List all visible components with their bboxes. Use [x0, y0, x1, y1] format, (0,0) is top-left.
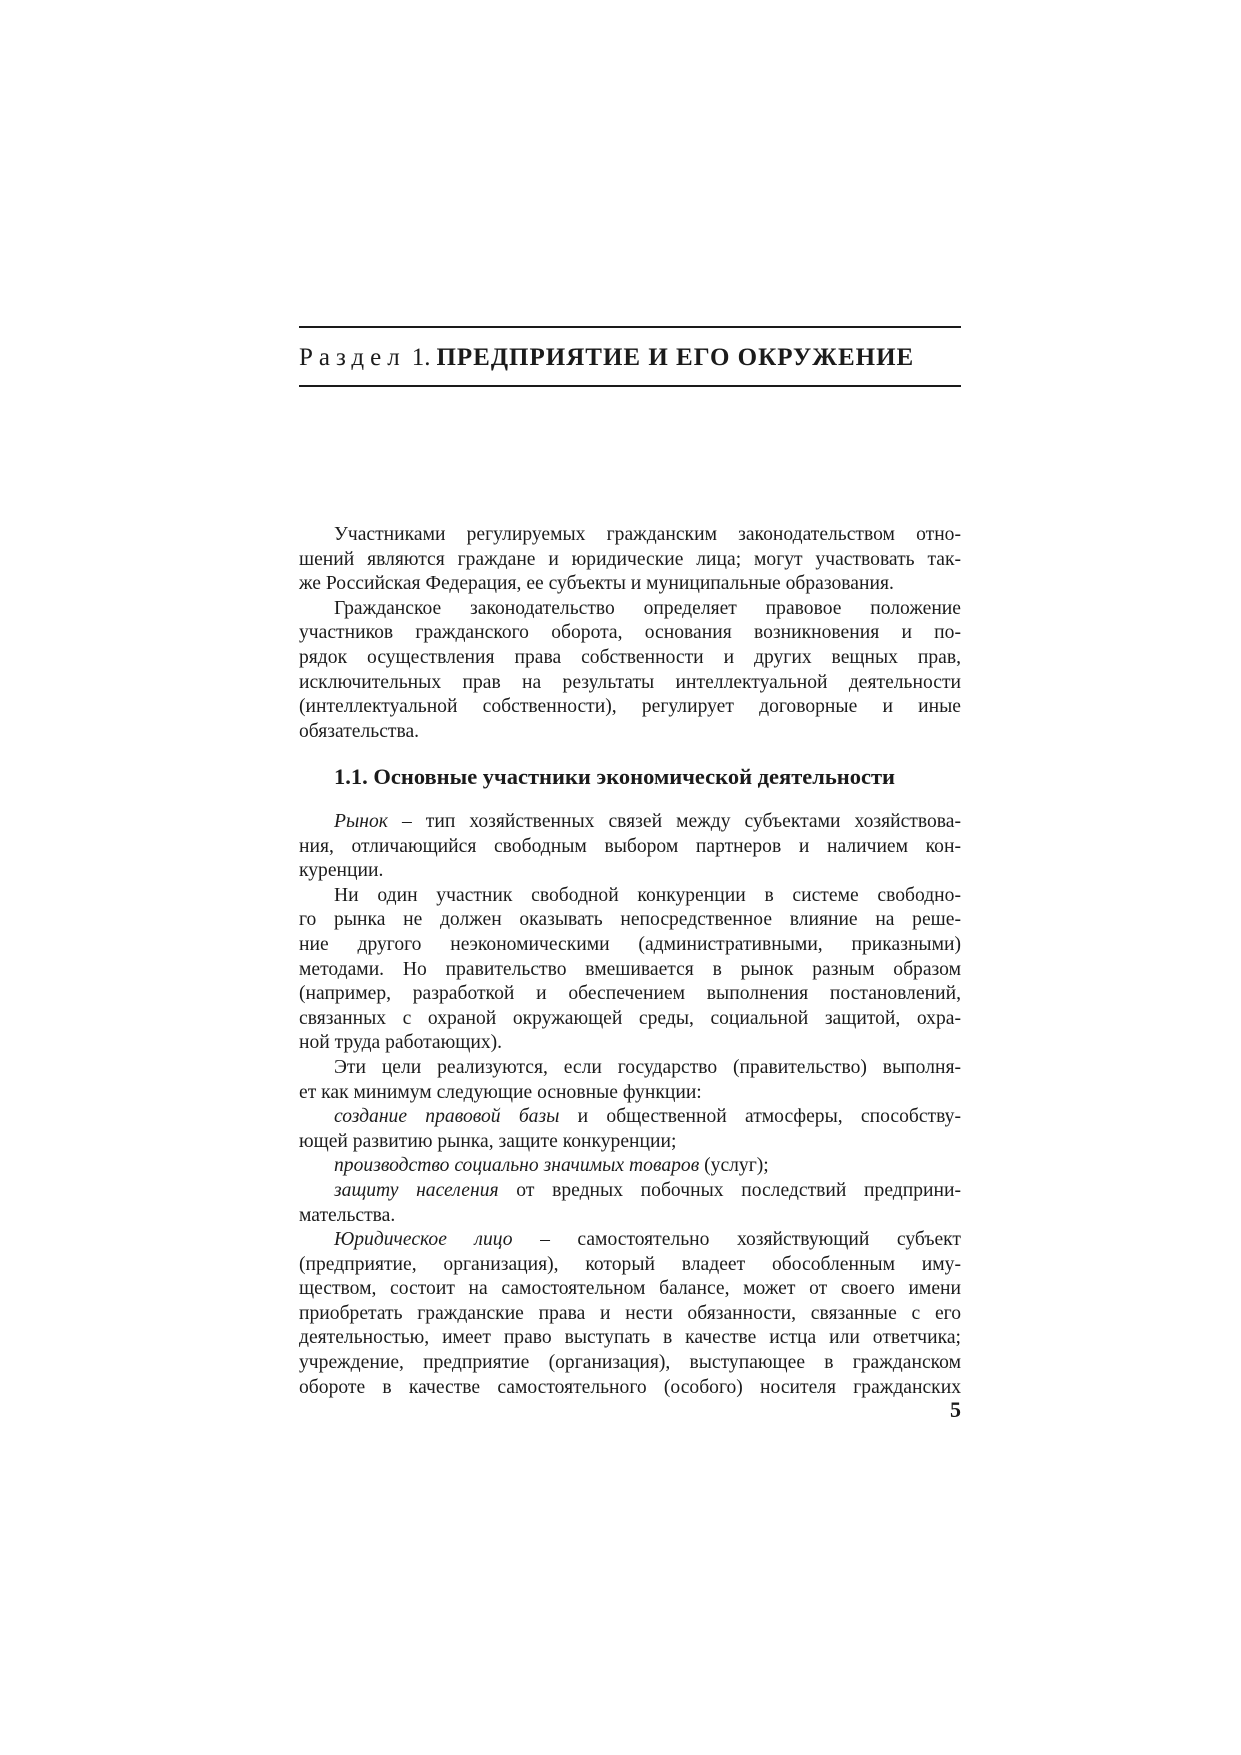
- main-paragraphs: [299, 810, 961, 1400]
- text-line: Ни один участник свободной конкуренции в системе свободно-: [334, 884, 961, 906]
- section-number: 1.: [411, 344, 431, 371]
- section-word: Раздел: [299, 344, 406, 371]
- text-line: [299, 1105, 961, 1130]
- text-line: [299, 1179, 961, 1204]
- text-line: ние другого неэкономическими (административными, приказными): [299, 933, 961, 955]
- term-market: Рынок: [334, 811, 388, 832]
- text-fragment: – самостоятельно хозяйствующий субъект: [512, 1229, 961, 1251]
- text-line: [299, 1228, 961, 1253]
- text-line: ет как минимум следующие основные функции:: [299, 1081, 702, 1103]
- term-legal-entity: Юридическое лицо: [334, 1229, 513, 1251]
- header-rule-top: [299, 326, 961, 328]
- text-fragment: от вредных побочных последствий предприни-: [498, 1179, 961, 1201]
- text-line: (например, разработкой и обеспечением выполнения постановлений,: [299, 983, 961, 1005]
- text-line: ной труда работающих).: [299, 1032, 503, 1054]
- text-line: мательства.: [299, 1204, 396, 1226]
- page-number: 5: [950, 1397, 961, 1422]
- text-line: обороте в качестве самостоятельного (особого) носителя гражданских: [299, 1376, 961, 1398]
- term-social-goods: производство социально значимых товаров: [334, 1155, 700, 1177]
- text-line: [299, 1154, 961, 1179]
- text-fragment: (услуг);: [699, 1155, 769, 1177]
- text-line: Эти цели реализуются, если государство (правительство) выполня-: [334, 1056, 961, 1078]
- text-line: связанных с охраной окружающей среды, социальной защитой, охра-: [299, 1007, 961, 1029]
- header-rule-bottom: [299, 385, 961, 387]
- text-line: же Российская Федерация, ее субъекты и муниципальные образования.: [299, 573, 894, 595]
- text-line: куренции.: [299, 860, 384, 882]
- text-fragment: – тип хозяйственных связей между субъектами хозяйствова-: [387, 811, 961, 832]
- text-fragment: и общественной атмосферы, способству-: [559, 1106, 961, 1128]
- text-line: (предприятие, организация), который владеет обособленным иму-: [299, 1253, 961, 1275]
- text-line: деятельностью, имеет право выступать в качестве истца или ответчика;: [299, 1327, 961, 1349]
- text-line: обязательства.: [299, 720, 420, 742]
- text-line: методами. Но правительство вмешивается в рынок разным образом: [299, 958, 961, 980]
- subsection-title: 1.1. Основные участники экономической деятельности: [334, 764, 895, 789]
- text-line: [299, 810, 961, 835]
- text-line: Гражданское законодательство определяет правовое положение: [334, 597, 961, 619]
- text-line: (интеллектуальной собственности), регулирует договорные и иные: [299, 696, 961, 718]
- text-line: учреждение, предприятие (организация), выступающее в гражданском: [299, 1352, 961, 1374]
- term-legal-base: создание правовой базы: [334, 1106, 560, 1128]
- section-title: [299, 341, 961, 375]
- text-line: го рынка не должен оказывать непосредственное влияние на реше-: [299, 909, 961, 931]
- intro-paragraphs: [299, 523, 961, 744]
- text-line: приобретать гражданские права и нести обязанности, связанные с его: [299, 1302, 961, 1324]
- section-heading: ПРЕДПРИЯТИЕ И ЕГО ОКРУЖЕНИЕ: [436, 344, 915, 371]
- text-line: шений являются граждане и юридические лица; могут участвовать так-: [299, 548, 961, 570]
- text-line: ния, отличающийся свободным выбором партнеров и наличием кон-: [299, 835, 961, 857]
- text-line: исключительных прав на результаты интеллектуальной деятельности: [299, 671, 961, 693]
- text-line: Участниками регулируемых гражданским законодательством отно-: [334, 524, 961, 545]
- text-line: ществом, состоит на самостоятельном балансе, может от своего имени: [299, 1278, 961, 1300]
- text-line: участников гражданского оборота, основания возникновения и по-: [299, 622, 961, 644]
- text-line: ющей развитию рынка, защите конкуренции;: [299, 1130, 677, 1152]
- term-population-protection: защиту населения: [334, 1179, 499, 1201]
- text-line: рядок осуществления права собственности и других вещных прав,: [299, 646, 961, 668]
